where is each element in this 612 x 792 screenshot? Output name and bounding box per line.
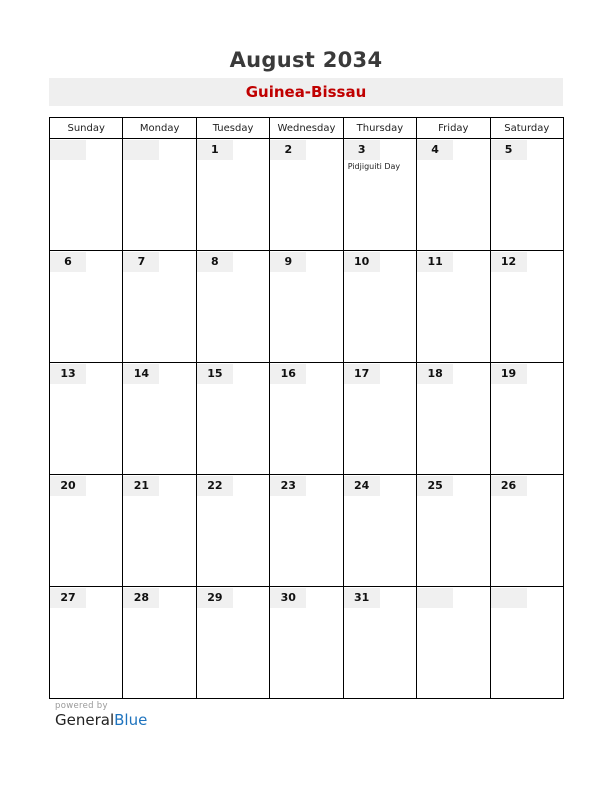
day-cell (196, 587, 269, 699)
day-cell (123, 475, 196, 587)
day-cell (343, 363, 416, 475)
day-cell (270, 139, 343, 251)
week-row (50, 251, 564, 363)
day-number: 6 (50, 252, 86, 272)
day-number: 19 (491, 364, 527, 384)
holiday-label: Pidjiguiti Day (347, 162, 401, 171)
day-number: 7 (123, 252, 159, 272)
day-number: 30 (270, 588, 306, 608)
day-number: 5 (491, 140, 527, 160)
day-cell (50, 475, 123, 587)
weekday-monday: Monday (123, 118, 196, 139)
day-number: 18 (417, 364, 453, 384)
day-number: 26 (491, 476, 527, 496)
day-cell (417, 475, 490, 587)
day-cell (417, 139, 490, 251)
day-cell (270, 251, 343, 363)
logo-general: General (55, 711, 115, 729)
day-number: 4 (417, 140, 453, 160)
day-number: 11 (417, 252, 453, 272)
week-row (50, 475, 564, 587)
day-number: 17 (344, 364, 380, 384)
calendar-title: August 2034 (229, 48, 383, 72)
day-number: 2 (270, 140, 306, 160)
weekday-friday: Friday (417, 118, 490, 139)
day-cell (343, 587, 416, 699)
day-number: 3 (344, 140, 380, 160)
day-cell (123, 251, 196, 363)
day-cell (343, 251, 416, 363)
day-cell (490, 475, 563, 587)
weekday-sunday: Sunday (50, 118, 123, 139)
weekday-tuesday: Tuesday (196, 118, 269, 139)
day-cell (50, 587, 123, 699)
day-cell (270, 587, 343, 699)
country-banner (49, 78, 563, 106)
day-cell (270, 363, 343, 475)
day-number (50, 140, 86, 160)
weekday-thursday: Thursday (343, 118, 416, 139)
day-number: 27 (50, 588, 86, 608)
footer (55, 701, 147, 729)
day-number (491, 588, 527, 608)
week-row (50, 363, 564, 475)
day-cell (417, 363, 490, 475)
day-cell (196, 363, 269, 475)
day-cell (196, 475, 269, 587)
weekday-header-row (50, 118, 564, 139)
day-cell (196, 139, 269, 251)
day-number: 25 (417, 476, 453, 496)
day-number: 31 (344, 588, 380, 608)
day-number: 22 (197, 476, 233, 496)
day-number: 16 (270, 364, 306, 384)
day-number: 14 (123, 364, 159, 384)
day-number: 28 (123, 588, 159, 608)
country-name: Guinea-Bissau (245, 83, 367, 101)
day-cell (490, 251, 563, 363)
day-number: 13 (50, 364, 86, 384)
day-cell (50, 139, 123, 251)
day-number: 8 (197, 252, 233, 272)
day-number (417, 588, 453, 608)
week-row (50, 587, 564, 699)
generalblue-logo[interactable] (55, 711, 147, 729)
day-number: 23 (270, 476, 306, 496)
calendar-grid (49, 117, 564, 699)
day-cell (343, 139, 416, 251)
day-cell (417, 251, 490, 363)
day-cell (417, 587, 490, 699)
day-cell (123, 139, 196, 251)
day-cell (50, 363, 123, 475)
logo-blue: Blue (114, 711, 148, 729)
day-cell (490, 139, 563, 251)
day-cell (196, 251, 269, 363)
day-cell (270, 475, 343, 587)
week-row (50, 139, 564, 251)
day-number: 12 (491, 252, 527, 272)
day-number: 21 (123, 476, 159, 496)
day-cell (50, 251, 123, 363)
weekday-saturday: Saturday (490, 118, 563, 139)
day-number: 20 (50, 476, 86, 496)
day-cell (123, 587, 196, 699)
day-number: 15 (197, 364, 233, 384)
day-number: 10 (344, 252, 380, 272)
day-cell (123, 363, 196, 475)
day-cell (490, 587, 563, 699)
powered-by-text: powered by (55, 701, 108, 711)
day-number (123, 140, 159, 160)
day-number: 24 (344, 476, 380, 496)
day-number: 9 (270, 252, 306, 272)
day-cell (343, 475, 416, 587)
day-number: 1 (197, 140, 233, 160)
weekday-wednesday: Wednesday (270, 118, 343, 139)
day-number: 29 (197, 588, 233, 608)
day-cell (490, 363, 563, 475)
